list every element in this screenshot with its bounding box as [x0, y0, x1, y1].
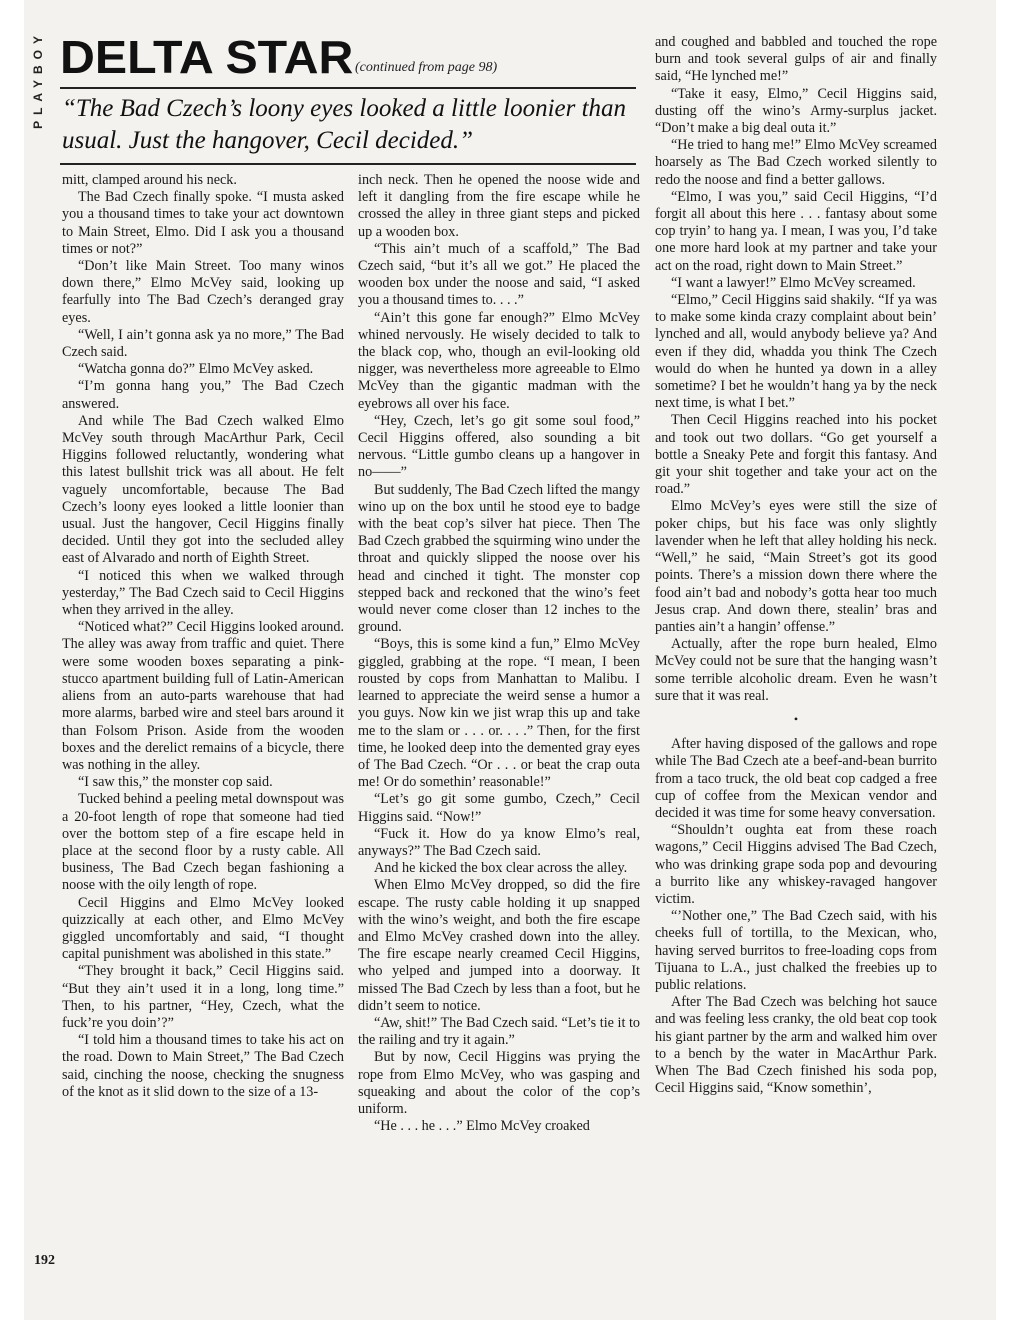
- pull-quote: “The Bad Czech’s loony eyes looked a little loonier than usual. Just the hangover, Cecil decided.”: [62, 95, 627, 154]
- spine-text: PLAYBOY: [31, 30, 45, 129]
- paragraph: “They brought it back,” Cecil Higgins said. “But they ain’t used it in a long, long time.” Then, to his partner, “Hey, Czech, what the fuck’re you doin’?”: [62, 963, 344, 1031]
- paragraph: Actually, after the rope burn healed, Elmo McVey could not be sure that the hanging wasn’t some terrible alcoholic dream. Even he wasn’t sure that it was real.: [655, 636, 937, 704]
- paragraph: But suddenly, The Bad Czech lifted the mangy wino up on the box until he stood eye to badge with the beat cop’s silver hat piece. Then The Bad Czech grabbed the squirming wino under the throat and quickly slipped the noose over his head and cinched it tight. The monster cop stepped back and reckoned that the wino’s feet would never come closer than 12 inches to the ground.: [358, 481, 640, 636]
- paragraph: And he kicked the box clear across the alley.: [374, 860, 628, 877]
- paragraph: “Shouldn’t oughta eat from these roach wagons,” Cecil Higgins advised The Bad Czech, who was drinking grape soda pop and devouring a burrito like any whiskey-ravaged hangover victim.: [655, 822, 937, 907]
- paragraph: “Take it easy, Elmo,” Cecil Higgins said, dusting off the wino’s Army-surplus jacket. “Don’t make a big deal outa it.”: [655, 85, 937, 137]
- column-1: [62, 172, 344, 1101]
- paragraph: “Well, I ain’t gonna ask ya no more,” The Bad Czech said.: [62, 326, 344, 361]
- paragraph: “Aw, shit!” The Bad Czech said. “Let’s tie it to the railing and try it again.”: [358, 1014, 640, 1049]
- paragraph: “I’m gonna hang you,” The Bad Czech answered.: [62, 378, 344, 412]
- article-title: DELTA STAR: [60, 31, 354, 83]
- paragraph: Cecil Higgins and Elmo McVey looked quizzically at each other, and Elmo McVey giggled uncomfortably and said, “I thought capital punishment was abolished in this state.”: [62, 894, 344, 963]
- paragraph: “Elmo,” Cecil Higgins said shakily. “If ya was to make some kinda crazy complaint about bein’ lynched and all, would anybody believe ya? And even if they did, whadda you think The Czech would do when he hunted ya down in a alley sometime? I bet he wouldn’t hang ya by the neck next time, is what I bet.”: [655, 292, 937, 412]
- column-3: [655, 34, 937, 1097]
- paragraph: “I told him a thousand times to take his act on the road. Down to Main Street,” The Bad Czech said, cinching the noose, checking the snugness of the knot as it slid down to the size of a 13-: [62, 1032, 344, 1100]
- paragraph: Elmo McVey’s eyes were still the size of poker chips, but his face was only slightly lavender when he left that alley holding his neck. “Well,” he said, “Main Street’s got its good points. There’s a mission down there where the food ain’t bad and nobody’s gotta hear too much Jesus crap. And down there, stealin’ bras and panties ain’t a hangin’ offense.”: [655, 498, 937, 635]
- magazine-spine-label: [30, 30, 48, 129]
- bottom-rule: [60, 163, 636, 165]
- paragraph: “Noticed what?” Cecil Higgins looked around. The alley was away from traffic and quiet. There were some wooden boxes separating a pink-stucco apartment building full of Latin-American aliens from an auto-parts warehouse that had more alarms, barbed wire and steel bars around it than Folsom Prison. Aside from the wooden boxes and the derelict remains of a bicycle, there was nothing in the alley.: [62, 619, 344, 773]
- paragraph: “Let’s go git some gumbo, Czech,” Cecil Higgins said. “Now!”: [358, 791, 640, 825]
- column-2: [358, 172, 640, 1135]
- paragraph: Then Cecil Higgins reached into his pocket and took out two dollars. “Go get yourself a bottle a Sneaky Pete and forgit this fantasy. And git your shit together and take your act on the road.”: [655, 412, 937, 498]
- paragraph: “He . . . he . . .” Elmo McVey croaked: [374, 1118, 590, 1135]
- paragraph: After having disposed of the gallows and rope while The Bad Czech ate a beef-and-bean burrito from a taco truck, the old beat cop cadged a free cup of coffee from the Mexican vendor and decided it was time for some heavy conversation.: [655, 736, 937, 821]
- paragraph: “Ain’t this gone far enough?” Elmo McVey whined nervously. He wisely decided to talk to the black cop, who, though an evil-looking old nigger, was nevertheless more agreeable to Elmo McVey than the gigantic madman with the eyebrows all over his face.: [358, 309, 640, 412]
- paragraph: “Watcha gonna do?” Elmo McVey asked.: [78, 361, 314, 378]
- paragraph: inch neck. Then he opened the noose wide and left it dangling from the fire escape while he crossed the alley in three giant steps and picked up a wooden box.: [358, 172, 640, 240]
- paragraph: and coughed and babbled and touched the rope burn and took several gulps of air and finally said, “He lynched me!”: [655, 34, 937, 85]
- section-divider: •: [793, 711, 799, 726]
- paragraph: The Bad Czech finally spoke. “I musta asked you a thousand times to take your act downtown to Main Street, Elmo. Did I ask you a thousand times or not?”: [62, 189, 344, 257]
- paragraph: “Fuck it. How do ya know Elmo’s real, anyways?” The Bad Czech said.: [358, 825, 640, 859]
- paragraph: “Hey, Czech, let’s go git some soul food,” Cecil Higgins offered, also sounding a bit nervous. “Little gumbo cleans up a hangover in no——”: [358, 412, 640, 481]
- paragraph: “This ain’t much of a scaffold,” The Bad Czech said, “but it’s all we got.” He placed the wooden box under the noose and said, “I asked you a thousand times to. . . .”: [358, 240, 640, 309]
- continued-note: (continued from page 98): [355, 60, 498, 75]
- paragraph: “He tried to hang me!” Elmo McVey screamed hoarsely as The Bad Czech worked silently to redo the noose and find a better gallows.: [655, 137, 937, 188]
- paragraph: “’Nother one,” The Bad Czech said, with his cheeks full of tortilla, to the Mexican, who, having served burritos to free-loading cops from Tijuana to L.A., just chalked the freebies up to public relations.: [655, 908, 937, 993]
- paragraph: When Elmo McVey dropped, so did the fire escape. The rusty cable holding it up snapped with the wino’s weight, and both the fire escape and Elmo McVey crashed down into the alley. The fire escape nearly creamed Cecil Higgins, who yelped and jumped into a doorway. It missed The Bad Czech by less than a foot, but he didn’t seem to notice.: [358, 877, 640, 1014]
- paragraph: “I want a lawyer!” Elmo McVey screamed.: [671, 274, 916, 291]
- top-rule: [60, 87, 636, 89]
- paragraph: After The Bad Czech was belching hot sauce and was feeling less cranky, the old beat cop took his giant partner by the arm and walked him over to a bench by the water in MacArthur Park. When The Bad Czech finished his soda pop, Cecil Higgins said, “Know somethin’,: [655, 994, 937, 1097]
- paragraph: “I saw this,” the monster cop said.: [78, 774, 273, 791]
- page-number: 192: [34, 1253, 55, 1268]
- paragraph: But by now, Cecil Higgins was prying the rope from Elmo McVey, who was gasping and squeaking and about the color of the cop’s uniform.: [358, 1049, 640, 1117]
- paragraph: “Elmo, I was you,” said Cecil Higgins, “I’d forgit all about this here . . . fantasy about some cop tryin’ to hang ya. I mean, I was you, I’d take one more hard look at my partner and take your act on the road, right down to Main Street.”: [655, 188, 937, 274]
- paragraph: “Boys, this is some kind a fun,” Elmo McVey giggled, grabbing at the rope. “I mean, I been rousted by cops from Manhattan to Malibu. I learned to appreciate the weird sense a humor a you guys. Now kin we jist wrap this up and take me to the slam or . . . or. . . .” Then, for the first time, he looked deep into the demented gray eyes of The Bad Czech. “Or . . . or beat the crap outa me! Or do somethin’ reasonable!”: [358, 636, 640, 791]
- paragraph: And while The Bad Czech walked Elmo McVey south through MacArthur Park, Cecil Higgins followed reluctantly, wondering what this latest bullshit trick was all about. He felt vaguely uncomfortable, because The Bad Czech’s loony eyes looked a little loonier than usual. Just the hangover, Cecil Higgins finally decided. Until they got into the secluded alley east of Alvarado and north of Eighth Street.: [62, 412, 344, 567]
- paragraph: “Don’t like Main Street. Too many winos down there,” Elmo McVey said, looking up fearfully into The Bad Czech’s deranged gray eyes.: [62, 258, 344, 326]
- paragraph: Tucked behind a peeling metal downspout was a 20-foot length of rope that someone had tied over the bottom step of a fire escape held in place at the second floor by a rusty cable. All business, The Bad Czech began fashioning a noose with the oily length of rope.: [62, 791, 344, 894]
- paragraph: “I noticed this when we walked through yesterday,” The Bad Czech said to Cecil Higgins when they arrived in the alley.: [62, 567, 344, 619]
- paragraph: mitt, clamped around his neck.: [62, 172, 237, 188]
